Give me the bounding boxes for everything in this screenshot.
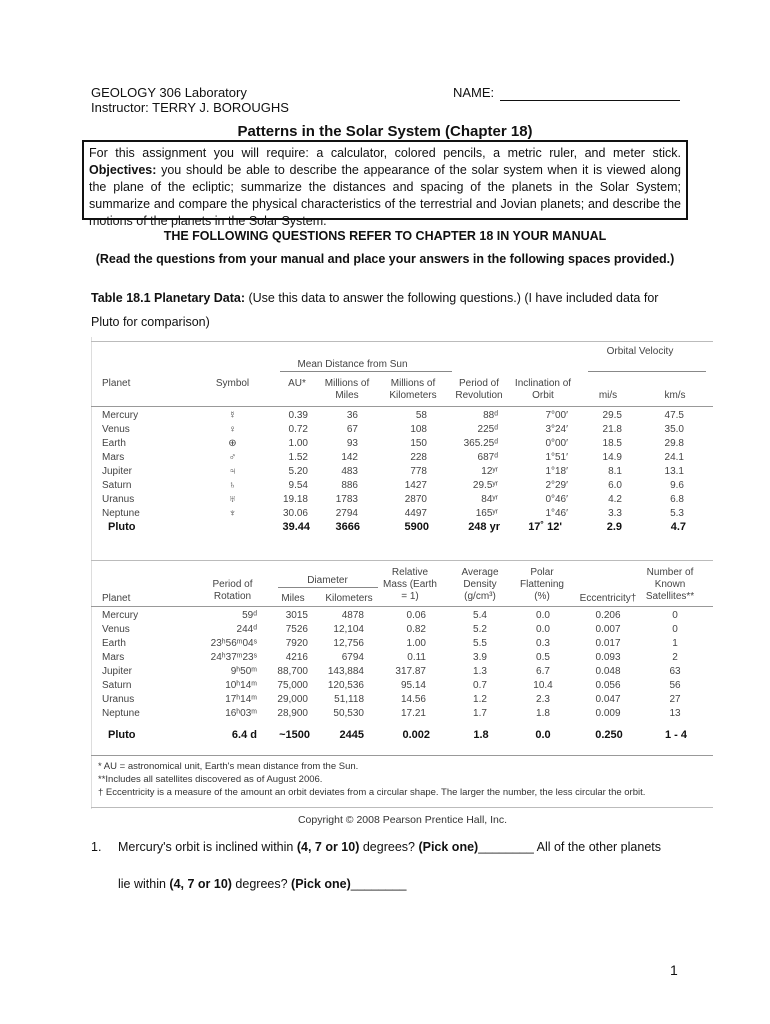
page-title: Patterns in the Solar System (Chapter 18) — [237, 123, 533, 140]
table2-cell-r5-c8: 56 — [669, 680, 681, 691]
table2-cell-r2-c8: 1 — [672, 638, 678, 649]
table1-cell-r6-c5: 84ʸʳ — [481, 494, 498, 505]
table1-cell-r0-c2: 0.39 — [288, 410, 308, 421]
table2-header-6: Polar Flattening (%) — [520, 567, 564, 602]
table1-header-0: Planet — [102, 378, 131, 389]
table1-header-7: mi/s — [598, 390, 618, 401]
table2-cell-r4-c5: 1.3 — [473, 666, 487, 677]
table-caption — [91, 291, 691, 305]
table1-pluto-c3: 5900 — [404, 521, 429, 533]
q1-answer-blank-2[interactable]: ________ — [350, 877, 407, 891]
table2-cell-r1-c3: 12,104 — [333, 624, 364, 635]
q1-text-d: lie within — [118, 877, 170, 891]
table2-cell-r5-c7: 0.056 — [595, 680, 621, 691]
table2-cell-r5-c1: 10ʰ14ᵐ — [225, 680, 257, 691]
table2-cell-r7-c8: 13 — [669, 708, 681, 719]
objectives-box — [82, 140, 688, 228]
table1-cell-r1-c8: 35.0 — [664, 424, 684, 435]
table1-cell-r6-c2: 19.18 — [282, 494, 308, 505]
table2-cell-r5-c5: 0.7 — [473, 680, 487, 691]
table2-group-diameter: Diameter — [307, 575, 348, 586]
table1-cell-r2-c8: 29.8 — [664, 438, 684, 449]
table2-header-2: Miles — [281, 593, 305, 604]
table2-header-0: Planet — [102, 593, 131, 604]
table1-cell-r5-c6: 2°29′ — [545, 480, 568, 491]
table1-cell-r7-c8: 5.3 — [670, 508, 684, 519]
footnote-1: * AU = astronomical unit, Earth's mean distance from the Sun. — [98, 761, 359, 772]
name-blank[interactable] — [500, 87, 680, 101]
table2-cell-r5-c2: 75,000 — [277, 680, 308, 691]
table2-cell-r7-c5: 1.7 — [473, 708, 487, 719]
table2-cell-r0-c8: 0 — [672, 610, 678, 621]
table-caption-text: (Use this data to answer the following questions.) (I have included data for — [245, 291, 659, 305]
table-bottom-rule — [91, 807, 713, 808]
table1-group-mean-distance: Mean Distance from Sun — [297, 359, 408, 370]
q1-text-a: Mercury's orbit is inclined within — [118, 840, 297, 854]
table1-cell-r3-c3: 142 — [341, 452, 358, 463]
table2-cell-r4-c1: 9ʰ50ᵐ — [230, 666, 257, 677]
table1-cell-r0-c3: 36 — [346, 410, 358, 421]
table2-cell-r5-c6: 10.4 — [533, 680, 553, 691]
table1-pluto-c1: 39.44 — [282, 521, 310, 533]
table1-cell-r7-c7: 3.3 — [608, 508, 622, 519]
q1-pick-a: (Pick one) — [418, 840, 479, 854]
table1-cell-r2-c0: Earth — [102, 438, 126, 449]
table1-group-rule-2 — [588, 371, 706, 372]
table1-cell-r4-c0: Jupiter — [102, 466, 133, 477]
table1-pluto-c7: 4.7 — [670, 521, 686, 533]
table1-cell-r6-c3: 1783 — [335, 494, 358, 505]
table2-cell-r2-c4: 1.00 — [406, 638, 426, 649]
table1-pluto-c0: Pluto — [108, 521, 136, 533]
table2-cell-r3-c6: 0.5 — [536, 652, 550, 663]
footnote-3: † Eccentricity is a measure of the amount an orbit deviates from a circular shape. The larger the number, the less circular the orbit. — [98, 787, 646, 798]
q1-option-b: (4, 7 or 10) — [169, 877, 232, 891]
table1-cell-r7-c2: 30.06 — [282, 508, 308, 519]
table2-header-rule — [91, 606, 713, 607]
table1-group-rule — [280, 371, 452, 372]
table1-cell-r2-c1: ⊕ — [228, 438, 237, 449]
table1-top-rule — [91, 341, 713, 342]
table2-cell-r0-c5: 5.4 — [473, 610, 487, 621]
table1-cell-r1-c3: 67 — [346, 424, 358, 435]
table2-cell-r6-c5: 1.2 — [473, 694, 487, 705]
table2-header-7: Eccentricity† — [579, 593, 637, 604]
table1-cell-r7-c5: 165ʸʳ — [475, 508, 498, 519]
table2-cell-r3-c1: 24ʰ37ᵐ23ˢ — [210, 652, 257, 663]
table1-header-8: km/s — [664, 390, 686, 401]
table1-cell-r3-c5: 687ᵈ — [477, 452, 498, 463]
table2-cell-r2-c3: 12,756 — [333, 638, 364, 649]
table2-cell-r1-c8: 0 — [672, 624, 678, 635]
table1-cell-r4-c1: ♃ — [228, 466, 237, 477]
table2-pluto-c8: 1 - 4 — [664, 729, 687, 741]
table2-cell-r6-c8: 27 — [669, 694, 681, 705]
table1-cell-r0-c8: 47.5 — [664, 410, 684, 421]
table1-cell-r3-c7: 14.9 — [602, 452, 622, 463]
table2-header-3: Kilometers — [325, 593, 373, 604]
table1-cell-r0-c5: 88ᵈ — [483, 410, 498, 421]
table2-cell-r4-c0: Jupiter — [102, 666, 133, 677]
table2-top-rule — [91, 560, 713, 561]
table1-cell-r4-c4: 778 — [410, 466, 427, 477]
table2-cell-r2-c2: 7920 — [285, 638, 308, 649]
table2-cell-r5-c4: 95.14 — [400, 680, 426, 691]
question-1-line-1 — [118, 840, 661, 854]
table1-cell-r2-c6: 0°00′ — [545, 438, 568, 449]
table1-cell-r7-c0: Neptune — [102, 508, 140, 519]
question-1-line-2 — [118, 877, 406, 891]
table2-cell-r1-c0: Venus — [102, 624, 130, 635]
table1-header-2: AU* — [288, 378, 306, 389]
table2-cell-r3-c7: 0.093 — [595, 652, 621, 663]
table2-pluto-c5: 1.8 — [473, 729, 489, 741]
table1-cell-r1-c2: 0.72 — [288, 424, 308, 435]
copyright: Copyright © 2008 Pearson Prentice Hall, Inc. — [297, 814, 508, 826]
table1-cell-r0-c1: ☿ — [228, 410, 237, 421]
table1-cell-r2-c2: 1.00 — [288, 438, 308, 449]
table1-cell-r0-c4: 58 — [415, 410, 427, 421]
table1-cell-r3-c6: 1°51′ — [545, 452, 568, 463]
table2-cell-r7-c2: 28,900 — [277, 708, 308, 719]
table1-cell-r0-c0: Mercury — [102, 410, 139, 421]
table1-cell-r5-c5: 29.5ʸʳ — [472, 480, 498, 491]
table2-cell-r4-c2: 88,700 — [277, 666, 308, 677]
page-number: 1 — [670, 962, 678, 978]
requirements-text: For this assignment you will require: a calculator, colored pencils, a metric ruler, and meter stick. — [89, 146, 681, 160]
table2-cell-r6-c0: Uranus — [102, 694, 135, 705]
table1-cell-r5-c1: ♄ — [228, 480, 237, 491]
table2-cell-r6-c3: 51,118 — [334, 694, 364, 705]
table2-cell-r7-c1: 16ʰ03ᵐ — [225, 708, 257, 719]
instructor-line: Instructor: TERRY J. BOROUGHS — [91, 100, 289, 115]
table-caption-continued: Pluto for comparison) — [91, 315, 210, 329]
table1-cell-r7-c1: ♆ — [228, 508, 237, 519]
table2-cell-r6-c2: 29,000 — [277, 694, 308, 705]
table2-cell-r3-c8: 2 — [672, 652, 678, 663]
table2-pluto-c1: 6.4 d — [231, 729, 257, 741]
objectives-label: Objectives: — [89, 163, 157, 177]
table2-cell-r0-c6: 0.0 — [536, 610, 550, 621]
table1-cell-r1-c4: 108 — [410, 424, 427, 435]
table1-cell-r4-c7: 8.1 — [608, 466, 622, 477]
table1-cell-r7-c4: 4497 — [404, 508, 427, 519]
table2-pluto-c2: ~1500 — [279, 729, 310, 741]
table2-cell-r1-c7: 0.007 — [595, 624, 621, 635]
table2-cell-r4-c3: 143,884 — [327, 666, 364, 677]
table1-cell-r7-c6: 1°46′ — [545, 508, 568, 519]
table2-cell-r2-c5: 5.5 — [473, 638, 487, 649]
table2-cell-r3-c0: Mars — [102, 652, 125, 663]
instructions-subheading: (Read the questions from your manual and place your answers in the following spaces provided.) — [95, 252, 675, 266]
table-caption-label: Table 18.1 Planetary Data: — [91, 291, 246, 305]
table1-cell-r0-c6: 7°00′ — [545, 410, 568, 421]
table2-cell-r7-c4: 17.21 — [400, 708, 426, 719]
q1-text-b: degrees? — [359, 840, 419, 854]
table2-pluto-c3: 2445 — [339, 729, 364, 741]
q1-text-e: degrees? — [231, 877, 292, 891]
table1-pluto-c2: 3666 — [335, 521, 360, 533]
q1-text-c: All of the other planets — [533, 840, 661, 854]
table1-cell-r5-c4: 1427 — [404, 480, 427, 491]
table1-cell-r6-c7: 4.2 — [608, 494, 622, 505]
table2-cell-r7-c3: 50,530 — [333, 708, 364, 719]
table2-cell-r6-c7: 0.047 — [595, 694, 621, 705]
table2-cell-r1-c1: 244ᵈ — [236, 624, 257, 635]
table2-cell-r7-c7: 0.009 — [595, 708, 621, 719]
table1-pluto-c5: 17˚ 12' — [528, 521, 562, 533]
table1-cell-r3-c4: 228 — [410, 452, 427, 463]
table1-cell-r5-c3: 886 — [341, 480, 358, 491]
table2-cell-r3-c2: 4216 — [285, 652, 308, 663]
table2-cell-r6-c4: 14.56 — [400, 694, 426, 705]
table1-cell-r3-c0: Mars — [102, 452, 125, 463]
table1-cell-r1-c0: Venus — [102, 424, 130, 435]
q1-pick-b: (Pick one) — [291, 877, 351, 891]
table2-cell-r0-c7: 0.206 — [595, 610, 621, 621]
table2-pluto-c0: Pluto — [108, 729, 136, 741]
table2-cell-r5-c0: Saturn — [102, 680, 132, 691]
table2-cell-r4-c4: 317.87 — [395, 666, 426, 677]
footnote-2: **Includes all satellites discovered as of August 2006. — [98, 774, 323, 785]
table2-cell-r0-c2: 3015 — [285, 610, 308, 621]
table1-group-orbital-velocity: Orbital Velocity — [606, 346, 674, 357]
table2-header-1: Period of Rotation — [212, 579, 253, 602]
table2-header-5: Average Density (g/cm³) — [461, 567, 499, 602]
table1-cell-r3-c8: 24.1 — [664, 452, 684, 463]
table2-cell-r2-c6: 0.3 — [536, 638, 550, 649]
table2-pluto-c4: 0.002 — [402, 729, 430, 741]
table2-header-4: Relative Mass (Earth = 1) — [383, 567, 437, 602]
table1-cell-r4-c6: 1°18′ — [545, 466, 568, 477]
table2-cell-r3-c3: 6794 — [341, 652, 364, 663]
table2-cell-r2-c0: Earth — [102, 638, 126, 649]
table2-cell-r4-c8: 63 — [669, 666, 681, 677]
table2-cell-r7-c0: Neptune — [102, 708, 140, 719]
table1-cell-r4-c5: 12ʸʳ — [481, 466, 498, 477]
q1-option-a: (4, 7 or 10) — [296, 840, 360, 854]
table2-cell-r2-c7: 0.017 — [595, 638, 621, 649]
table1-cell-r3-c1: ♂ — [228, 452, 237, 463]
table1-cell-r1-c7: 21.8 — [602, 424, 622, 435]
table1-cell-r2-c7: 18.5 — [602, 438, 622, 449]
table2-cell-r4-c7: 0.048 — [595, 666, 621, 677]
table1-cell-r6-c8: 6.8 — [670, 494, 684, 505]
table1-cell-r2-c5: 365.25ᵈ — [463, 438, 498, 449]
table1-header-4: Millions of Kilometers — [389, 378, 437, 401]
table1-header-3: Millions of Miles — [324, 378, 370, 401]
table1-cell-r1-c1: ♀ — [228, 424, 237, 435]
table2-cell-r6-c1: 17ʰ14ᵐ — [225, 694, 257, 705]
table2-cell-r2-c1: 23ʰ56ᵐ04ˢ — [210, 638, 257, 649]
table2-cell-r0-c0: Mercury — [102, 610, 139, 621]
table1-cell-r1-c6: 3°24′ — [545, 424, 568, 435]
table2-pluto-c6: 0.0 — [535, 729, 551, 741]
table2-cell-r7-c6: 1.8 — [536, 708, 550, 719]
footnote-rule — [91, 755, 713, 756]
table1-cell-r2-c4: 150 — [410, 438, 427, 449]
table2-cell-r0-c4: 0.06 — [406, 610, 426, 621]
table2-cell-r1-c4: 0.82 — [406, 624, 426, 635]
table2-cell-r1-c5: 5.2 — [473, 624, 487, 635]
table1-cell-r5-c7: 6.0 — [608, 480, 622, 491]
table1-cell-r2-c3: 93 — [346, 438, 358, 449]
table2-pluto-c7: 0.250 — [595, 729, 623, 741]
table1-cell-r7-c3: 2794 — [335, 508, 358, 519]
table1-header-1: Symbol — [215, 378, 250, 389]
table1-cell-r3-c2: 1.52 — [288, 452, 308, 463]
table2-header-8: Number of Known Satellites** — [645, 567, 695, 602]
table1-cell-r5-c0: Saturn — [102, 480, 132, 491]
table2-cell-r5-c3: 120,536 — [327, 680, 364, 691]
table1-cell-r4-c3: 483 — [341, 466, 358, 477]
table2-group-rule — [278, 587, 378, 588]
table1-header-5: Period of Revolution — [455, 378, 503, 401]
table1-cell-r1-c5: 225ᵈ — [477, 424, 498, 435]
instructions-heading: THE FOLLOWING QUESTIONS REFER TO CHAPTER 18 IN YOUR MANUAL — [163, 229, 607, 243]
table2-cell-r0-c3: 4878 — [341, 610, 364, 621]
name-label: NAME: — [453, 85, 495, 100]
table1-header-rule — [91, 406, 713, 407]
name-field — [453, 84, 680, 101]
table2-cell-r1-c2: 7526 — [285, 624, 308, 635]
table1-cell-r6-c1: ♅ — [228, 494, 237, 505]
table2-cell-r1-c6: 0.0 — [536, 624, 550, 635]
objectives-text: you should be able to describe the appearance of the solar system when it is viewed along the plane of the ecliptic; summarize the distances and spacing of the planets in the Solar System; summarize and compare the physical characteristics of the terrestrial and Jovian planets; and describe the motions of the planets in the Solar System. — [89, 163, 681, 228]
table2-cell-r0-c1: 59ᵈ — [242, 610, 257, 621]
table1-pluto-c4: 248 yr — [468, 521, 500, 533]
table1-cell-r5-c2: 9.54 — [288, 480, 308, 491]
table2-cell-r4-c6: 6.7 — [536, 666, 550, 677]
table2-cell-r6-c6: 2.3 — [536, 694, 550, 705]
table1-cell-r4-c8: 13.1 — [664, 466, 684, 477]
table1-cell-r6-c4: 2870 — [404, 494, 427, 505]
table1-header-6: Inclination of Orbit — [514, 378, 572, 401]
table1-pluto-c6: 2.9 — [606, 521, 622, 533]
q1-answer-blank-1[interactable]: ________ — [478, 840, 534, 854]
table2-cell-r3-c4: 0.11 — [407, 652, 426, 663]
table1-cell-r4-c2: 5.20 — [288, 466, 308, 477]
table1-cell-r0-c7: 29.5 — [602, 410, 622, 421]
table1-cell-r6-c6: 0°46′ — [545, 494, 568, 505]
question-1-number: 1. — [91, 840, 102, 854]
table1-cell-r5-c8: 9.6 — [670, 480, 684, 491]
table1-cell-r6-c0: Uranus — [102, 494, 135, 505]
course-title: GEOLOGY 306 Laboratory — [91, 85, 247, 100]
table2-cell-r3-c5: 3.9 — [473, 652, 487, 663]
